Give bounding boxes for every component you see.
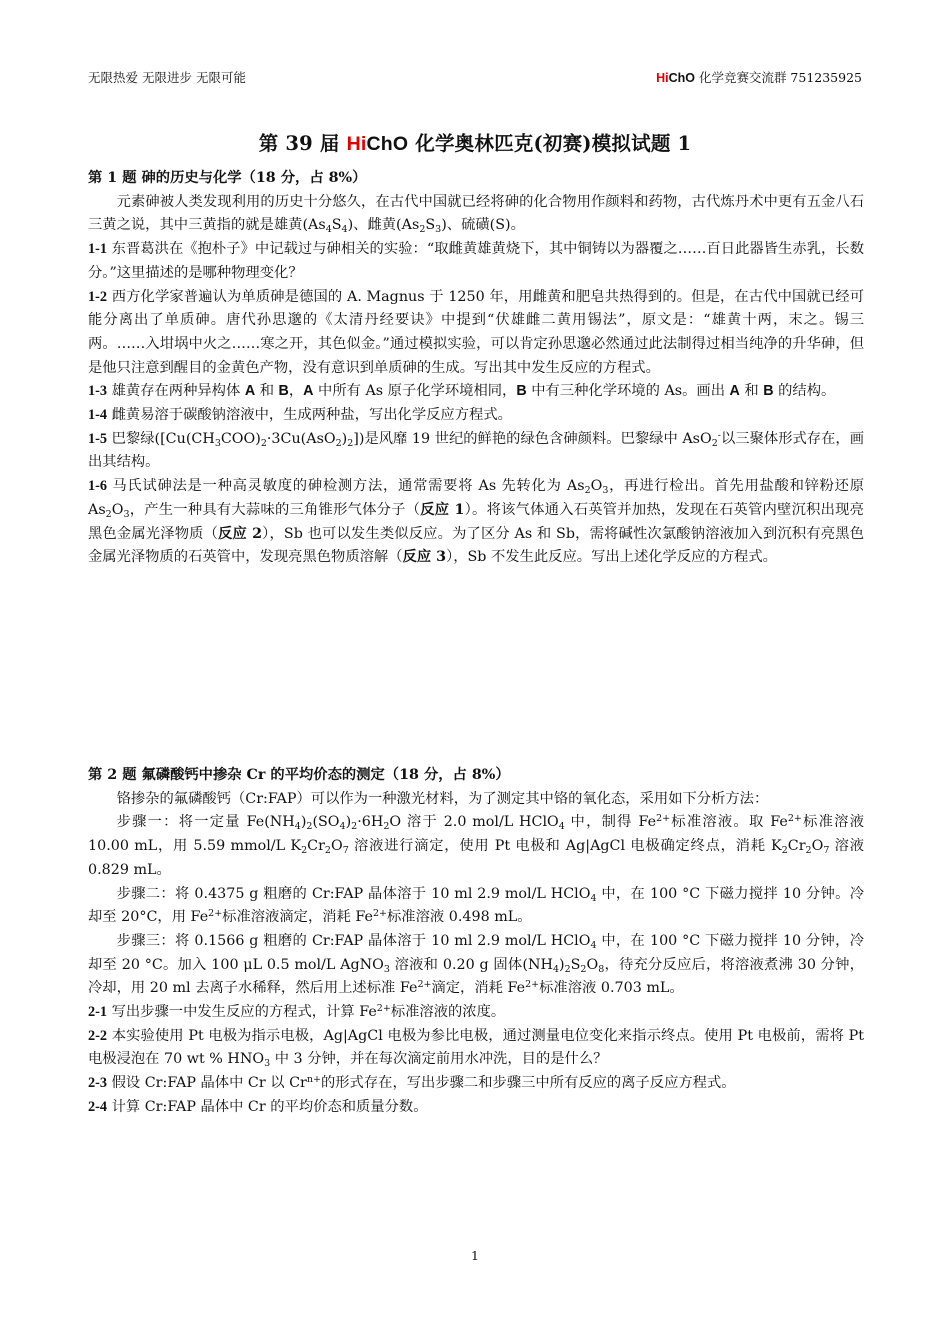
subquestion-1-1: 1-1 东晋葛洪在《抱朴子》中记载过与砷相关的实验：“取雌黄雄黄烧下，其中铜铸以为器覆之……百日此器皆生赤乳，长数分。”这里描述的是哪种物理变化？	[88, 241, 864, 281]
question-2-intro: 铬掺杂的氟磷酸钙（Cr:FAP）可以作为一种激光材料，为了测定其中铬的氧化态，采用如下分析方法：	[116, 790, 769, 807]
question-1-heading: 第 1 题 砷的历史与化学（18 分，占 8%）	[88, 170, 367, 186]
question-1	[88, 167, 864, 570]
subquestion-1-4: 1-4 雌黄易溶于碳酸钠溶液中，生成两种盐，写出化学反应方程式。	[88, 407, 512, 424]
header-brand-rest: ChO	[668, 71, 695, 85]
question-2-step-2: 步骤二：将 0.4375 g 粗磨的 Cr:FAP 晶体溶于 10 ml 2.9 mol/L HClO$_4$ 中，在 100 °C 下磁力搅拌 10 分钟。冷却至 20°C，用 $Fe^{2+}$标准溶液滴定，消耗 $Fe^{2+}$标准溶液 0.498 mL。	[88, 885, 865, 926]
subquestion-1-5: 1-5 巴黎绿$([Cu(CH_3COO)_2\cdot 3Cu(AsO_2)_2])$是风靡 19 世纪的鲜艳的绿色含砷颜料。巴黎绿中 AsO$_2$-以三聚体形式存在，画出其结构。	[88, 429, 864, 471]
subquestion-1-2: 1-2 西方化学家普遍认为单质砷是德国的 A. Magnus 于 1250 年，用雌黄和肥皂共热得到的。但是，在古代中国就已经可能分离出了单质砷。唐代孙思邈的《太清丹经要诀》中提到“伏雄雌二黄用锡法”，原文是：“雄黄十两，末之。锡三两。……入坩埚中火之……寒之开，其色似金。”通过模拟实验，可以肯定孙思邈必然通过此法制得过相当纯净的升华砷，但是他只注意到醒目的金黄色产物，没有意识到单质砷的生成。写出其中发生反应的方程式。	[88, 288, 864, 376]
header-group-info	[656, 68, 862, 86]
header-brand-red: Hi	[656, 71, 669, 85]
header-group-text: 化学竞赛交流群 751235925	[694, 70, 862, 85]
page-title: 第 39 届 HiChO 化学奥林匹克(初赛)模拟试题 1	[258, 132, 692, 155]
subquestion-2-1: 2-1 写出步骤一中发生反应的方程式，计算 $Fe^{2+}$标准溶液的浓度。	[88, 1003, 506, 1021]
subquestion-2-3: 2-3 假设 Cr:FAP 晶体中 Cr 以 $Cr^{n+}$的形式存在，写出步骤二和步骤三中所有反应的离子反应方程式。	[88, 1074, 736, 1092]
title-brand-rest: ChO	[366, 133, 409, 155]
question-2-heading: 第 2 题 氟磷酸钙中掺杂 Cr 的平均价态的测定（18 分，占 8%）	[88, 767, 510, 783]
subquestion-1-3: 1-3 雄黄存在两种异构体 A 和 B，A 中所有 As 原子化学环境相同，B 中有三种化学环境的 As。画出 A 和 B 的结构。	[88, 383, 836, 400]
question-1-intro: 元素砷被人类发现利用的历史十分悠久，在古代中国就已经将砷的化合物用作颜料和药物，古代炼丹术中更有五金八石三黄之说，其中三黄指的就是雄黄$(As_4S_4)$、雌黄$(As_2S_3)$、硫磺(S)。	[88, 193, 864, 236]
question-2-step-1: 步骤一：将一定量 $Fe(NH_4)_2(SO_4)_2\cdot 6H_2O$ 溶于 2.0 mol/L HClO$_4$ 中，制得 $Fe^{2+}$标准溶液。取 $Fe^{2+}$标准溶液 10.00 mL，用 5.59 mmol/L $K_2Cr_2O_7$ 溶液进行滴定，使用 Pt 电极和 Ag|AgCl 电极确定终点，消耗 $K_2Cr_2O_7$ 溶液 0.829 mL。	[88, 813, 865, 878]
page-number: 1	[471, 1248, 479, 1263]
header-slogan: 无限热爱 无限进步 无限可能	[88, 70, 246, 85]
title-brand-red: Hi	[346, 133, 367, 155]
subquestion-1-6: 1-6 马氏试砷法是一种高灵敏度的砷检测方法，通常需要将 As 先转化为 $As_2O_3$，再进行检出。首先用盐酸和锌粉还原 $As_2O_3$，产生一种具有大蒜味的三角锥形气体分子（反应 1）。将该气体通入石英管并加热，发现在石英管内壁沉积出现亮黑色金属光泽物质（反应 2），Sb 也可以发生类似反应。为了区分 As 和 Sb，需将碱性次氯酸钠溶液加入到沉积有亮黑色金属光泽物质的石英管中，发现亮黑色物质溶解（反应 3），Sb 不发生此反应。写出上述化学反应的方程式。	[88, 478, 865, 566]
subquestion-2-4: 2-4 计算 Cr:FAP 晶体中 Cr 的平均价态和质量分数。	[88, 1098, 428, 1115]
subquestion-2-2: 2-2 本实验使用 Pt 电极为指示电极，Ag|AgCl 电极为参比电极，通过测量电位变化来指示终点。使用 Pt 电极前，需将 Pt 电极浸泡在 70 wt % $HNO_3$ 中 3 分钟，并在每次滴定前用水冲洗，目的是什么？	[88, 1027, 864, 1070]
question-2-step-3: 步骤三：将 0.1566 g 粗磨的 Cr:FAP 晶体溶于 10 ml 2.9 mol/L HClO$_4$ 中，在 100 °C 下磁力搅拌 10 分钟，冷却至 20 °C。加入 100 μL 0.5 mol/L AgNO$_3$ 溶液和 0.20 g 固体$(NH_4)_2S_2O_8$，待充分反应后，将溶液煮沸 30 分钟，冷却，用 20 ml 去离子水稀释，然后用上述标准 $Fe^{2+}$滴定，消耗 $Fe^{2+}$标准溶液 0.703 mL。	[88, 932, 865, 997]
page-header	[88, 68, 862, 86]
question-2	[88, 764, 864, 1120]
